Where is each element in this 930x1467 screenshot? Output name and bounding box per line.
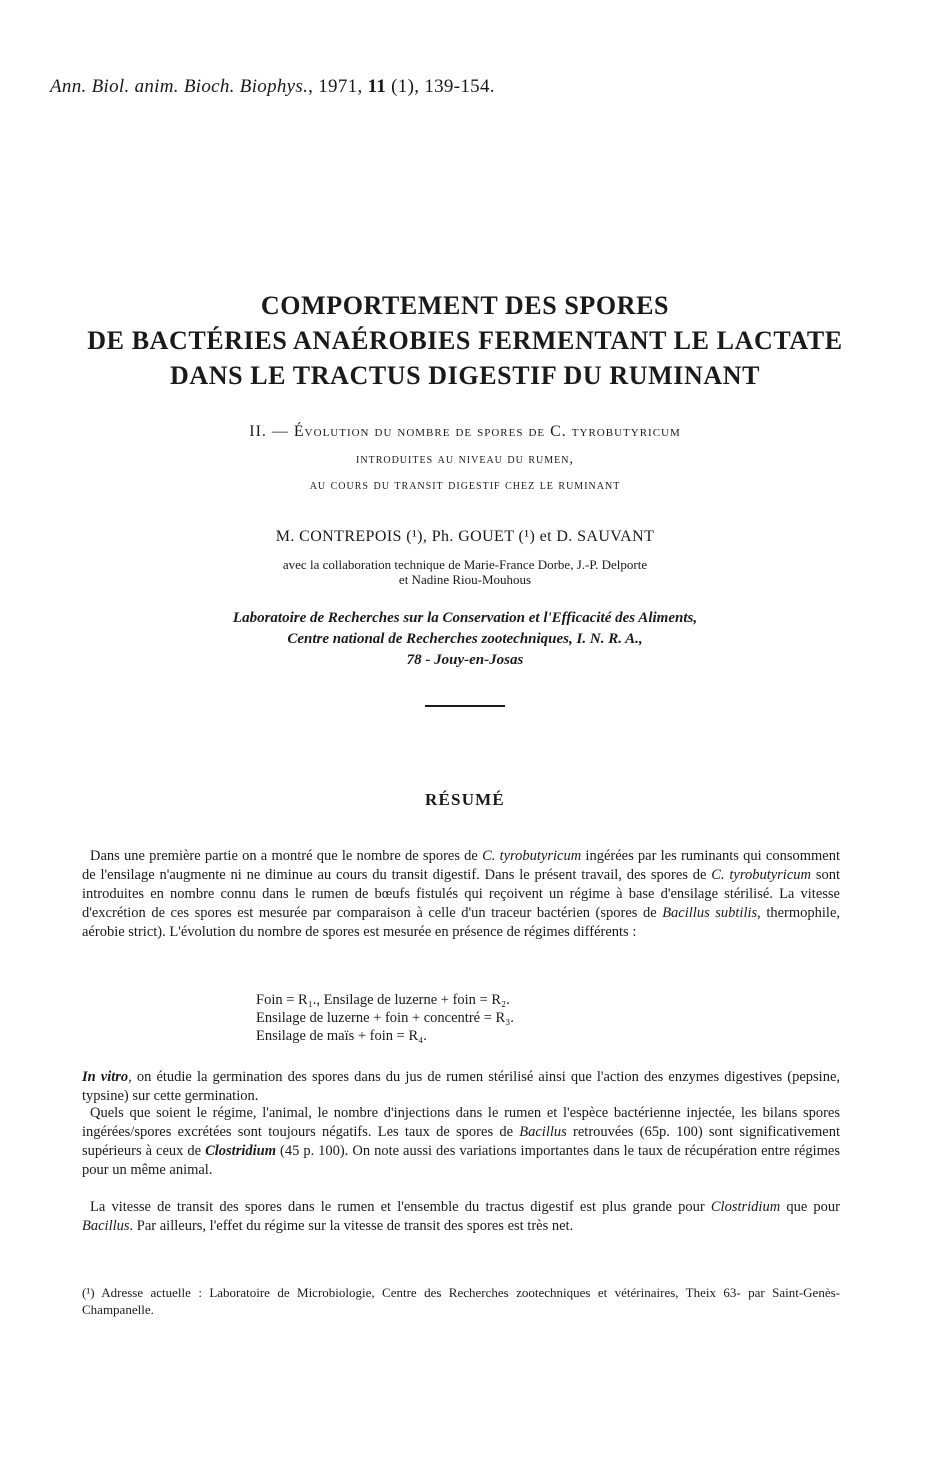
genus-name: Bacillus [519, 1124, 567, 1140]
title-line-2: DE BACTÉRIES ANAÉROBIES FERMENTANT LE LACTATE [87, 326, 843, 355]
affiliation-line-1: Laboratoire de Recherches sur la Conservation et l'Efficacité des Aliments, [232, 610, 698, 626]
title-line-1: COMPORTEMENT DES SPORES [260, 291, 670, 320]
text-span: Quels que soient le régime, l'animal, le nombre d'injections dans le rumen et l'espèce bactérienne injectée, les bilans spores ingérées/spores excrétées sont toujours négatifs. Les taux de spores de [82, 1105, 840, 1140]
text-span: La vitesse de transit des spores dans le rumen et l'ensemble du tractus digestif est plus grande pour [90, 1199, 711, 1215]
subtitle-line-2: introduites au niveau du rumen, [356, 452, 574, 467]
subtitle-line-1: II. — Évolution du nombre de spores de C. tyrobutyricum [249, 423, 681, 440]
resume-paragraph-1 [82, 847, 840, 942]
formula-line-1: Foin = R₁., Ensilage de luzerne + foin = R₂. [256, 992, 510, 1008]
genus-name: Clostridium [205, 1143, 276, 1159]
journal-citation [50, 76, 495, 98]
text-span: , on étudie la germination des spores dans du jus de rumen stérilisé ainsi que l'action des enzymes digestives (pepsine, typsine) sur cette germination. [82, 1069, 841, 1104]
authors: M. CONTREPOIS (¹), Ph. GOUET (¹) et D. SAUVANT [275, 528, 655, 545]
species-name: C. tyrobutyricum [482, 848, 582, 864]
formula-line-3: Ensilage de maïs + foin = R₄. [256, 1028, 427, 1044]
formula-line-2: Ensilage de luzerne + foin + concentré = R₃. [256, 1010, 514, 1026]
species-name: C. tyrobutyricum [711, 867, 811, 883]
species-name: Bacillus subtilis [662, 905, 758, 921]
journal-volume: 11 [367, 76, 387, 97]
resume-paragraph-2 [82, 1068, 840, 1106]
text-span: . Par ailleurs, l'effet du régime sur la vitesse de transit des spores est très net. [129, 1218, 574, 1234]
title-line-3: DANS LE TRACTUS DIGESTIF DU RUMINANT [169, 361, 761, 390]
text-span: que pour [780, 1199, 841, 1215]
genus-name: Clostridium [710, 1199, 781, 1215]
in-vitro-label: In vitro [82, 1069, 129, 1085]
footnote: (¹) Adresse actuelle : Laboratoire de Microbiologie, Centre des Recherches zootechniques et vétérinaires, Theix 63- par Saint-Genès-Champanelle. [82, 1285, 840, 1317]
subtitle-line-3: au cours du transit digestif chez le ruminant [309, 478, 621, 493]
text-span: retrouvées (65p. 100) sont significativement supérieurs à ceux de [82, 1124, 840, 1159]
genus-name: Bacillus [82, 1218, 130, 1234]
resume-heading: RÉSUMÉ [425, 790, 505, 809]
text-span: ingérées par les ruminants qui consomment de l'ensilage n'augmente ni ne diminue au cours du transit digestif. Dans le présent travail, des spores de [82, 848, 840, 883]
affiliation-line-2: Centre national de Recherches zootechniques, I. N. R. A., [287, 631, 643, 647]
collaboration-line-1: avec la collaboration technique de Marie-France Dorbe, J.-P. Delporte [282, 557, 648, 572]
text-span: , thermophile, aérobie strict). L'évolution du nombre de spores est mesurée en présence de régimes différents : [82, 905, 841, 940]
text-span: Dans une première partie on a montré que le nombre de spores de [90, 848, 483, 864]
text-span: sont introduites en nombre connu dans le rumen de bœufs fistulés qui reçoivent un régime à base d'ensilage stérilisé. La vitesse d'excrétion de ces spores est mesurée par comparaison à celle d'un traceur bactérien (spores de [82, 867, 840, 921]
text-span: (45 p. 100). On note aussi des variations importantes dans le taux de récupération entre régimes pour un même animal. [82, 1143, 840, 1178]
journal-name: Ann. Biol. anim. Bioch. Biophys. [50, 76, 309, 97]
separator-dash-right [458, 705, 505, 707]
journal-year: , 1971, [308, 76, 368, 97]
resume-paragraph-3 [82, 1104, 840, 1180]
journal-pages: (1), 139-154. [386, 76, 495, 97]
affiliation-line-3: 78 - Jouy-en-Josas [406, 652, 524, 668]
resume-paragraph-4 [82, 1198, 840, 1236]
collaboration-line-2: et Nadine Riou-Mouhous [398, 572, 532, 587]
